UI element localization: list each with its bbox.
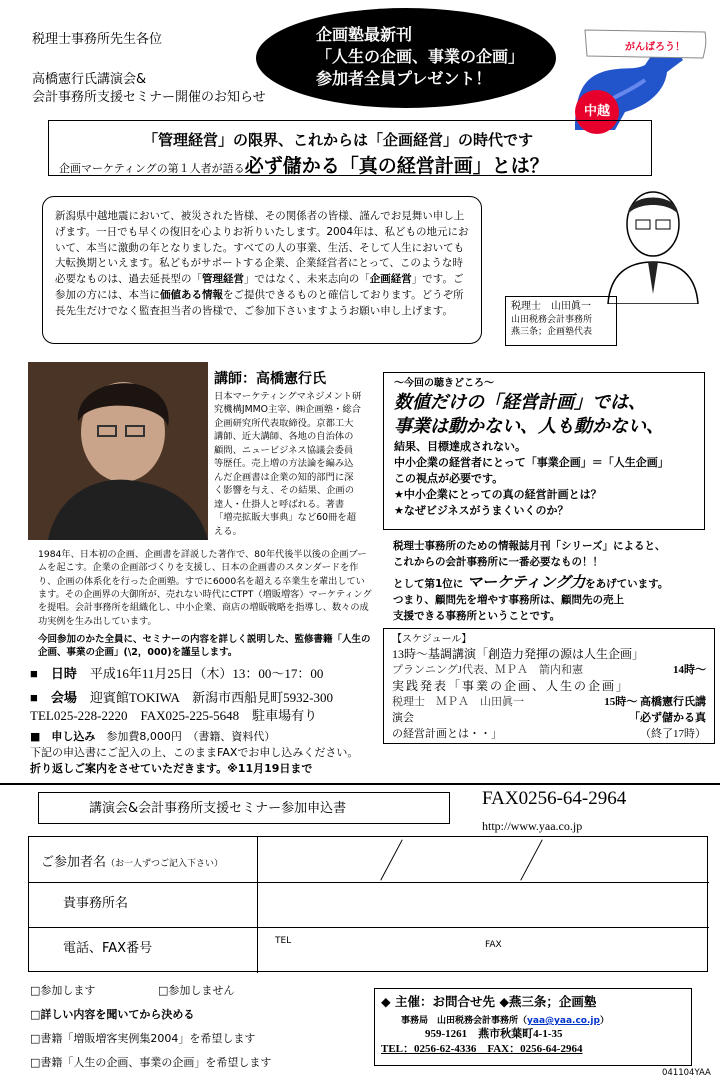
signer-card <box>505 296 617 346</box>
event-tel: TEL025-228-2220 FAX025-225-5648 駐車場有り <box>30 708 318 723</box>
contact-office: 事務局 山田税務会計事務所（yaa@yaa.co.jp） <box>401 1016 609 1026</box>
event-title-line2: 会計事務所支援セミナー開催のお知らせ <box>32 90 266 105</box>
lecturer-bio: 日本マーケティングマネジメント研究機構JMMO主宰、㈱企画塾・総合企画研究所代表取締役。京都工大講師、近大講師、各地の自治体の顧問、ニュービジネス協議会委員等歴任。売上増の方法論を編み込んだ企画書は企業の知的部門に深く影響を与え、その結果、企画の達人・仕掛人と呼ばれる。著書「増売拡販大事典」など60冊を超える。 <box>214 391 362 537</box>
office-name-input[interactable] <box>269 882 709 927</box>
contact-box <box>374 988 692 1066</box>
headline-prefix: 企画マーケティングの第１人者が語る <box>59 162 245 175</box>
signer-office: 山田税務会計事務所 <box>511 314 593 325</box>
form-fax: FAX0256-64-2964 <box>482 788 627 809</box>
survey-l2: これからの会計事務所に一番必要なもの！！ <box>393 556 603 568</box>
highlights-l1: 結果、目標達成されない。 <box>394 439 526 453</box>
option-book2[interactable]: □書籍「人生の企画、事業の企画」を希望します <box>30 1056 272 1069</box>
schedule-title: 【スケジュール】 <box>392 634 472 645</box>
headline-line1: 「管理経営」の限界、これからは「企画経営」の時代です <box>143 131 534 149</box>
tel-tag: TEL <box>275 936 292 946</box>
signer-name: 山田眞一 <box>551 301 591 312</box>
signer-role: 税理士 <box>511 301 541 312</box>
signer-portrait <box>598 184 708 304</box>
schedule-line1: 13時～基調講演「創造力発揮の源は人生企画」 <box>392 646 645 661</box>
apply-line2: 折り返しご案内をさせていただきます。※11月19日まで <box>30 762 313 775</box>
event-fee: ■ 申し込み 参加費8,000円 （書籍、資料代） <box>30 730 276 743</box>
banner-line1: 企画塾最新刊 <box>316 25 413 44</box>
highlights-l3: この視点が必要です。 <box>394 471 504 485</box>
form-title: 講演会&会計事務所支援セミナー参加申込書 <box>89 801 347 816</box>
contact-address: 959-1261 燕市秋葉町4-1-35 <box>425 1028 563 1041</box>
lecturer-photo <box>28 362 208 540</box>
schedule-box: 【スケジュール】 13時～基調講演「創造力発揮の源は人生企画」 プランニングJ代表、ＭＰＡ 箭内和憲 14時～ 実践発表「事業の企画、人生の企画」 税理士 ＭＰＡ 山田眞一 15時～ 高橋憲行氏講 演会 「必ず儲かる真 の経営計画とは・・」 （終了17時） <box>383 628 715 744</box>
form-url[interactable]: http://www.yaa.co.jp <box>482 819 583 833</box>
lecturer-heading: 講師：高橋憲行氏 <box>214 371 326 387</box>
lecturer-history: 1984年、日本初の企画、企画書を詳説した著作で、80年代後半以後の企画ブームを起こす。企業の企画部づくりを支援し、日本の企画書のスタンダードを作り、企画の体系化を行った企画塾。すでに6000名を超える卒業生を輩出しています。その企画界の大御所が、売れない時代にCTPT（増販増客）マーケティングを提唱。会計事務所を組織化し、中小企業、商店の増販戦略を指導し、数々の成功実例を生み出しています。 <box>38 549 372 627</box>
fax-tag: FAX <box>485 940 502 950</box>
apply-line1: 下記の申込書にご記入の上、このままFAXでお申し込みください。 <box>30 746 359 759</box>
schedule-line3: 実践発表「事業の企画、人生の企画」 <box>392 678 631 693</box>
banner-line2: 「人生の企画、事業の企画」 <box>316 47 525 66</box>
highlights-big2: 事業は動かない、人も動かない、 <box>394 415 664 437</box>
application-form-table <box>28 836 708 972</box>
intro-message-box <box>42 196 482 344</box>
highlights-box <box>383 372 705 530</box>
contact-tel: TEL：0256-62-4336 FAX：0256-64-2964 <box>381 1042 583 1055</box>
survey-l5: 支援できる事務所ということです。 <box>393 610 561 622</box>
headline-box <box>48 120 652 176</box>
mascot-flag-text: がんばろう！ <box>625 42 685 53</box>
survey-l1: 税理士事務所のための情報誌月刊「シリーズ」によると、 <box>393 540 666 552</box>
gift-note: 今回参加のかた全員に、セミナーの内容を詳しく説明した、監修書籍「人生の企画、事業の企画」(\2，000)を謹呈します。 <box>38 634 371 658</box>
option-details[interactable]: □詳しい内容を聞いてから決める <box>30 1008 195 1021</box>
book-present-banner <box>256 8 556 108</box>
form-row-office: 貴事務所名 <box>29 882 709 928</box>
highlights-big1: 数値だけの「経営計画」では、 <box>394 391 646 413</box>
addressee: 税理士事務所先生各位 <box>32 32 163 47</box>
signer-note: 燕三条；企画塾代表 <box>511 326 593 337</box>
intro-text: 新潟県中越地震において、被災された皆様、その関係者の皆様、謹んでお見舞い申し上げます。一日でも早くの復旧を心よりお祈りいたします。2004年は、私どもの地元において、本当に激動の年となりました。すべての人の事業、生活、そして人生においても大転換期といえます。私どもがサポートする企業、企業経営者にとって、このような時必要なものは、過去延長型の「管理経営」ではなく、未来志向の「企画経営」です。ご参加の方には、本当に価値ある情報をご提供できるものと確信しております。どうぞ所長先生だけでなく監査担当者の皆様で、ご参加下さいますようお願い申し上げます。 <box>55 210 469 317</box>
headline-main: 必ず儲かる「真の経営計画」とは？ <box>244 155 549 177</box>
fax-input[interactable] <box>479 927 709 973</box>
tel-input[interactable] <box>269 927 479 973</box>
option-not-attend[interactable]: □参加しません <box>158 984 235 997</box>
lecturer-portrait-icon <box>28 362 208 540</box>
option-book1[interactable]: □書籍「増販増客実例集2004」を希望します <box>30 1032 256 1045</box>
highlights-l5: ★なぜビジネスがうまくいくのか？ <box>394 503 569 517</box>
highlights-l2: 中小企業の経営者にとって「事業企画」＝「人生企画」 <box>394 455 669 469</box>
event-venue: ■ 会場 迎賓館TOKIWA 新潟市西船見町5932-300 <box>30 690 334 705</box>
event-date: ■ 日時 平成16年11月25日（木）13：00～17：00 <box>30 666 324 681</box>
participants-input[interactable] <box>269 837 709 882</box>
survey-text: 税理士事務所のための情報誌月刊「シリーズ」によると、 これからの会計事務所に一番必要なもの！！ として第1位に マーケティング力をあげています。 つまり、顧問先を増やす事務所は、顧問先の売上 支援できる事務所ということです。 <box>393 538 713 624</box>
footer-code: 041104YAA <box>662 1068 711 1078</box>
option-attend[interactable]: □参加します <box>30 984 96 997</box>
form-title-box <box>38 792 450 824</box>
survey-highlight: マーケティング力 <box>466 573 586 591</box>
chuetsu-badge: 中越 <box>575 90 619 134</box>
event-title-line1: 高橋憲行氏講演会& <box>32 72 147 87</box>
highlights-l4: ★中小企業にとっての真の経営計画とは？ <box>394 487 602 501</box>
highlights-head: ～今回の聴きどころ～ <box>394 378 494 389</box>
banner-line3: 参加者全員プレゼント！ <box>316 69 492 88</box>
signer-illustration-icon <box>598 184 708 304</box>
form-row-participants: ご参加者名（お一人ずつご記入下さい） <box>29 837 709 883</box>
section-divider <box>0 783 720 785</box>
contact-email-link[interactable]: yaa@yaa.co.jp <box>527 1016 600 1026</box>
form-row-phone: 電話、FAX番号 TEL FAX <box>29 927 709 973</box>
contact-head: ◆ 主催：お問合せ先 ◆燕三条；企画塾 <box>381 994 597 1009</box>
survey-l4: つまり、顧問先を増やす事務所は、顧問先の売上 <box>393 594 624 606</box>
mascot-illustration <box>555 20 715 130</box>
